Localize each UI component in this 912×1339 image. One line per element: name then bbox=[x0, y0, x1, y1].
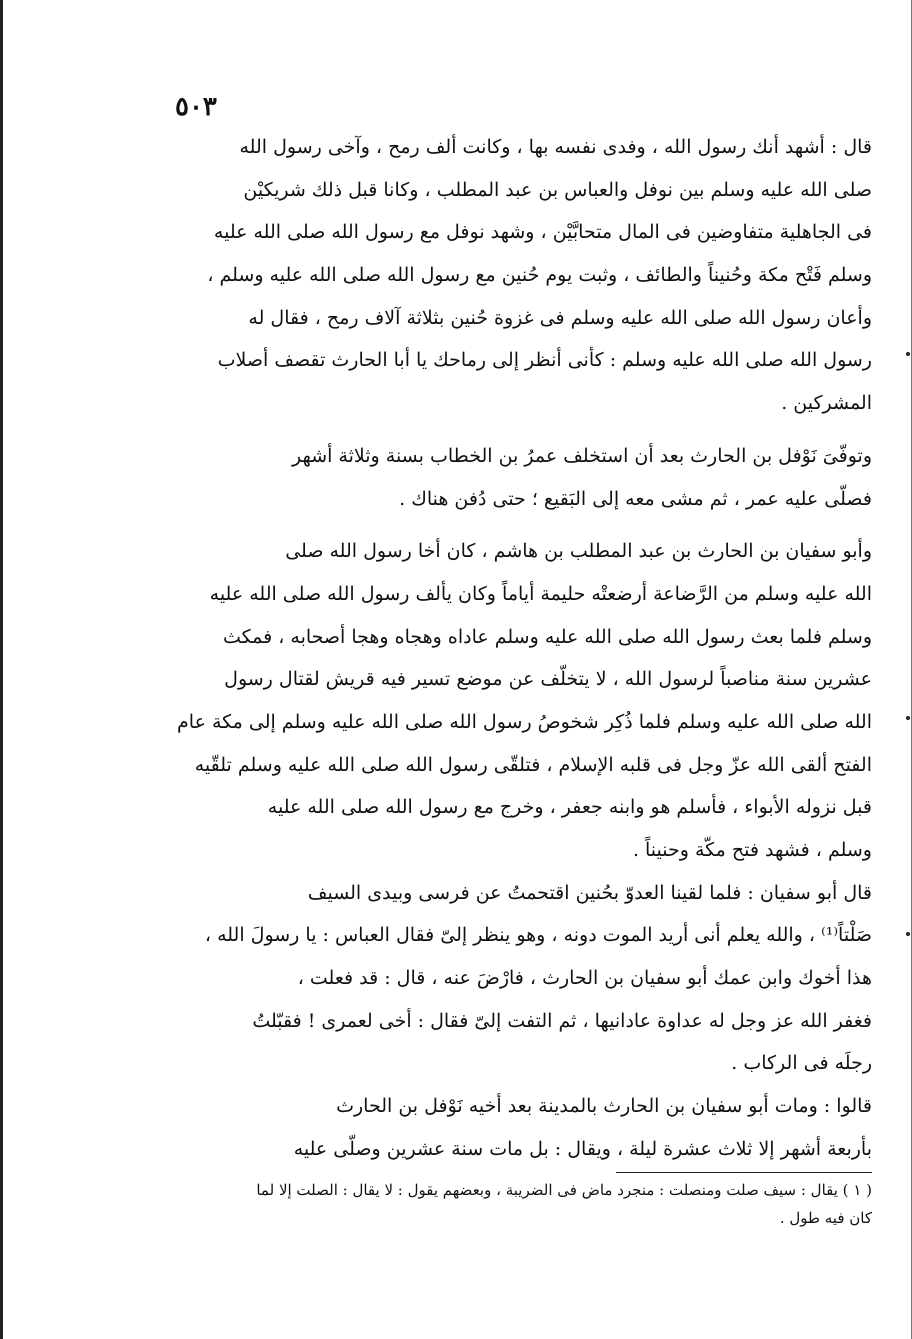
text-line: المشركين . bbox=[781, 392, 872, 415]
text-line: وسلم فَتْح مكة وحُنيناً والطائف ، وثبت يوم حُنين مع رسول الله صلى الله عليه وسلم ، bbox=[207, 264, 872, 287]
text-line: الله عليه وسلم من الرَّضاعة أرضعتْه حليمة أياماً وكان يألف رسول الله صلى الله عليه bbox=[209, 582, 872, 605]
page-left-edge bbox=[0, 0, 3, 1339]
margin-dot bbox=[906, 352, 910, 356]
text-line: رسول الله صلى الله عليه وسلم : كأنى أنظر إلى رماحك يا أبا الحارث تقصف أصلاب bbox=[217, 349, 872, 372]
text-line: صَلْتاً⁽¹⁾ ، والله يعلم أنى أريد الموت دونه ، وهو ينظر إلىّ فقال العباس : يا رسولَ الله ، bbox=[204, 924, 872, 947]
text-line: قال : أشهد أنك رسول الله ، وفدى نفسه بها ، وكانت ألف رمح ، وآخى رسول الله bbox=[239, 136, 872, 158]
text-line: وسلم ، فشهد فتح مكّة وحنيناً . bbox=[632, 839, 872, 861]
paragraph-gap bbox=[168, 520, 872, 530]
text-line: عشرين سنة مناصباً لرسول الله ، لا يتخلّف عن موضع تسير فيه قريش لقتال رسول bbox=[224, 668, 872, 691]
footnote bbox=[180, 1176, 872, 1232]
text-line: قالوا : ومات أبو سفيان بن الحارث بالمدينة بعد أخيه نَوْفل بن الحارث bbox=[336, 1095, 872, 1118]
paragraph bbox=[168, 126, 872, 425]
margin-dot bbox=[906, 932, 910, 936]
main-text bbox=[168, 126, 872, 1171]
text-line: صلى الله عليه وسلم بين نوفل والعباس بن عبد المطلب ، وكانا قبل ذلك شريكيْن bbox=[243, 178, 872, 201]
margin-dot bbox=[906, 716, 910, 720]
paragraph bbox=[168, 435, 872, 520]
paragraph-gap bbox=[168, 425, 872, 435]
text-line: بأربعة أشهر إلا ثلاث عشرة ليلة ، ويقال : بل مات سنة عشرين وصلّى عليه bbox=[293, 1137, 872, 1160]
text-line: الفتح ألقى الله عزّ وجل فى قلبه الإسلام ، فتلقّى رسول الله صلى الله عليه وسلم تلقّيه bbox=[194, 753, 872, 776]
text-line: فى الجاهلية متفاوضين فى المال متحابَّيْن ، وشهد نوفل مع رسول الله صلى الله عليه bbox=[213, 221, 872, 244]
paragraph bbox=[168, 872, 872, 1085]
text-line: وأعان رسول الله صلى الله عليه وسلم فى غزوة حُنين بثلاثة آلاف رمح ، فقال له bbox=[248, 306, 872, 329]
text-line: رجلَه فى الركاب . bbox=[731, 1052, 872, 1075]
text-line: الله صلى الله عليه وسلم فلما ذُكِر شخوصُ رسول الله صلى الله عليه وسلم إلى مكة عام bbox=[177, 710, 872, 733]
page-number: ٥٠٣ bbox=[175, 92, 217, 122]
text-line: وتوفّىَ نَوْفل بن الحارث بعد أن استخلف عمرُ بن الخطاب بسنة وثلاثة أشهر bbox=[291, 444, 872, 467]
paragraph bbox=[168, 530, 872, 872]
footnote-line: ( ١ ) يقال : سيف صلت ومنصلت : منجرد ماض فى الضريبة ، وبعضهم يقول : لا يقال : الصلت إلا لما bbox=[256, 1181, 872, 1199]
text-line: قال أبو سفيان : فلما لقينا العدوّ بحُنين اقتحمتُ عن فرسى وبيدى السيف bbox=[307, 881, 872, 904]
paragraph bbox=[168, 1085, 872, 1170]
footnote-line: كان فيه طول . bbox=[779, 1209, 872, 1227]
text-line: هذا أخوك وابن عمك أبو سفيان بن الحارث ، فارْضَ عنه ، قال : قد فعلت ، bbox=[297, 967, 872, 990]
footnote-divider bbox=[616, 1172, 872, 1173]
text-line: قبل نزوله الأبواء ، فأسلم هو وابنه جعفر ، وخرج مع رسول الله صلى الله عليه bbox=[267, 796, 872, 819]
text-line: وسلم فلما بعث رسول الله صلى الله عليه وسلم عاداه وهجاه وهجا أصحابه ، فمكث bbox=[222, 625, 872, 648]
text-line: فصلّى عليه عمر ، ثم مشى معه إلى البَقيع ؛ حتى دُفن هناك . bbox=[399, 487, 872, 510]
text-line: وأبو سفيان بن الحارث بن عبد المطلب بن هاشم ، كان أخا رسول الله صلى bbox=[285, 540, 872, 563]
text-line: فغفر الله عز وجل له عداوة عادانيها ، ثم التفت إلىّ فقال : أخى لعمرى ! فقبّلتُ bbox=[252, 1009, 872, 1032]
